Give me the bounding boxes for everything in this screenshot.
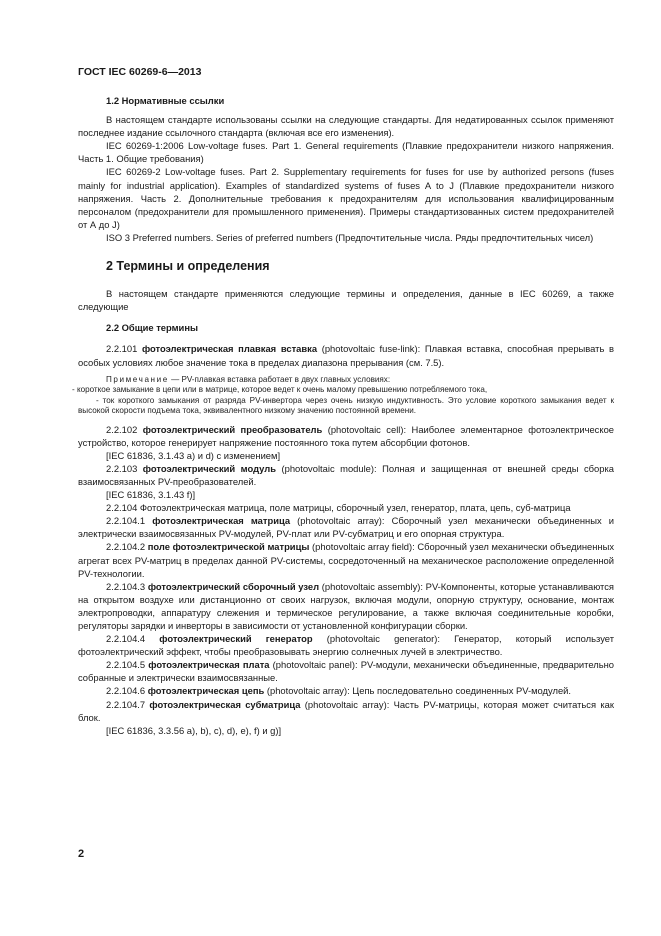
term-number: 2.2.104.6: [106, 685, 148, 697]
term-number: 2.2.103: [106, 462, 143, 474]
term-definition: (photovoltaic module): Полная и защищенная от внешней среды сборка взаимосвязанных PV-преобразователей.: [78, 462, 614, 487]
term-name: фотоэлектрическая субматрица: [149, 698, 301, 710]
section-1-2-heading: 1.2 Нормативные ссылки: [106, 95, 225, 106]
note-block: [72, 374, 614, 417]
term-2-2-103: [78, 462, 614, 488]
reference-iec-60269-1: IEC 60269-1:2006 Low-voltage fuses. Part 1. General requirements (Плавкие предохранители низкого напряжения. Часть 1. Общие требования): [78, 140, 614, 165]
note-label: Примечание: [106, 374, 169, 384]
reference-iec-60269-2: IEC 60269-2 Low-voltage fuses. Part 2. Supplementary requirements for fuses for use by authorized persons (fuses mainly for industrial application). Examples of standardized systems of fuses A to J (Плавкие предохранители низкого напряжения. Часть 2. Дополнительные требования к предохранителям для использования квалифицированным персоналом (предохранители для промышленного применения). Примеры стандартизованных систем предохранителей от А до J): [78, 166, 614, 230]
term-definition: (photovoltaic array): Цепь последовательно соединенных PV-модулей.: [264, 685, 572, 697]
term-name: фотоэлектрическая плавкая вставка: [141, 343, 318, 355]
document-header: ГОСТ IEC 60269-6—2013: [78, 66, 202, 78]
term-2-2-104-6: [78, 684, 614, 697]
term-number: 2.2.104.4: [106, 633, 160, 645]
term-definition: (photovoltaic assembly): PV-Компоненты, которые устанавливаются на открытом воздухе или дистанционно от своих нагрузок, включая модули, опорную структуру, основание, монтаж электропроводки, аппаратуру слежения и термическое регулирование, а также включая соединительные коробки, регуляторы зарядки и инверторы в зависимости от установленной конфигурации сборки.: [78, 580, 615, 631]
term-2-2-102-ref: [IEC 61836, 3.1.43 a) и d) с изменением]: [106, 449, 281, 461]
term-number: 2.2.104.3: [106, 580, 148, 592]
term-definition: (photovoltaic cell): Наиболее элементарное фотоэлектрическое устройство, которое генерирует напряжение постоянного тока путем абсорбции фотонов.: [78, 423, 615, 448]
term-2-2-104-7-ref: [IEC 61836, 3.3.56 a), b), c), d), e), f) и g)]: [106, 724, 282, 736]
reference-iso-3: ISO 3 Preferred numbers. Series of preferred numbers (Предпочтительные числа. Ряды предпочтительных чисел): [106, 231, 594, 243]
term-2-2-101: [78, 342, 614, 368]
term-number: 2.2.104.7: [106, 698, 150, 710]
term-name: фотоэлектрический сборочный узел: [147, 580, 320, 592]
term-definition: (photovoltaic panel): PV-модули, механически объединенные, предварительно собранные и электрически взаимосвязанные.: [78, 659, 615, 684]
section-2-heading: 2 Термины и определения: [106, 259, 270, 274]
term-number: 2.2.104.2: [106, 541, 148, 553]
term-number: 2.2.104.1: [106, 515, 153, 527]
term-definition: (photovoltaic array): Сборочный узел механически объединенных и электрически взаимосвязанных PV-модулей, PV-плат или PV-субматриц и его опорная структура.: [78, 515, 614, 540]
term-2-2-104-7: [78, 698, 614, 724]
note-bullet-2: - ток короткого замыкания от разряда PV-инвертора через очень низкую индуктивность. Это условие короткого замыкания ведет к высокой скорости подъема тока, эквивалентного низкому значению постоянной времени.: [78, 395, 614, 416]
term-2-2-104: 2.2.104 Фотоэлектрическая матрица, поле матрицы, сборочный узел, генератор, плата, цепь, суб-матрица: [106, 502, 571, 514]
term-name: поле фотоэлектрической матрицы: [147, 541, 310, 553]
term-2-2-104-2: [78, 540, 614, 579]
term-2-2-104-3: [78, 580, 614, 632]
term-2-2-103-ref: [IEC 61836, 3.1.43 f)]: [106, 489, 196, 501]
term-number: 2.2.102: [106, 423, 143, 435]
term-2-2-104-4: [78, 632, 614, 658]
term-definition: (photovoltaic array field): Сборочный узел механически объединенных агрегат всех PV-матриц в пределах данной PV-системы, сосредоточенный на механическое расположение определенной PV-технологии.: [78, 541, 615, 579]
note-intro: [78, 375, 614, 386]
term-number: 2.2.104.5: [106, 659, 149, 671]
term-2-2-104-5: [78, 658, 614, 684]
note-text: — PV-плавкая вставка работает в двух главных условиях:: [168, 374, 391, 384]
term-definition: (photovoltaic array): Часть PV-матрицы, которая может считаться как блок.: [78, 698, 614, 723]
term-definition: (photovoltaic fuse-link): Плавкая вставка, способная прерывать в особых условиях любое значение тока в пределах диапазона прерывания (см. 7.5).: [78, 343, 614, 368]
section-2-intro: В настоящем стандарте применяются следующие термины и определения, данные в IEC 60269, а также следующие: [78, 288, 614, 313]
term-name: фотоэлектрическая матрица: [152, 515, 291, 527]
term-name: фотоэлектрический модуль: [142, 462, 276, 474]
term-number: 2.2.101: [106, 343, 142, 355]
page-number: 2: [78, 848, 85, 860]
term-name: фотоэлектрическая цепь: [147, 685, 265, 697]
term-name: фотоэлектрический преобразователь: [142, 423, 323, 435]
term-name: фотоэлектрический генератор: [159, 633, 313, 645]
term-name: фотоэлектрическая плата: [148, 659, 270, 671]
section-1-2-intro: В настоящем стандарте использованы ссылки на следующие стандарты. Для недатированных ссылок применяют последнее издание ссылочного стандарта (включая все его изменения).: [78, 114, 614, 139]
term-definition: (photovoltaic generator): Генератор, который использует фотоэлектрический эффект, чтобы преобразовывать энергию солнечных лучей в электричество.: [78, 633, 614, 658]
document-body: [72, 94, 615, 737]
note-bullet-1: - короткое замыкание в цепи или в матрице, которое ведет к очень малому превышению потребляемого тока,: [72, 385, 488, 395]
term-2-2-102: [78, 423, 614, 449]
section-2-2-heading: 2.2 Общие термины: [106, 322, 198, 334]
term-2-2-104-1: [78, 514, 614, 540]
